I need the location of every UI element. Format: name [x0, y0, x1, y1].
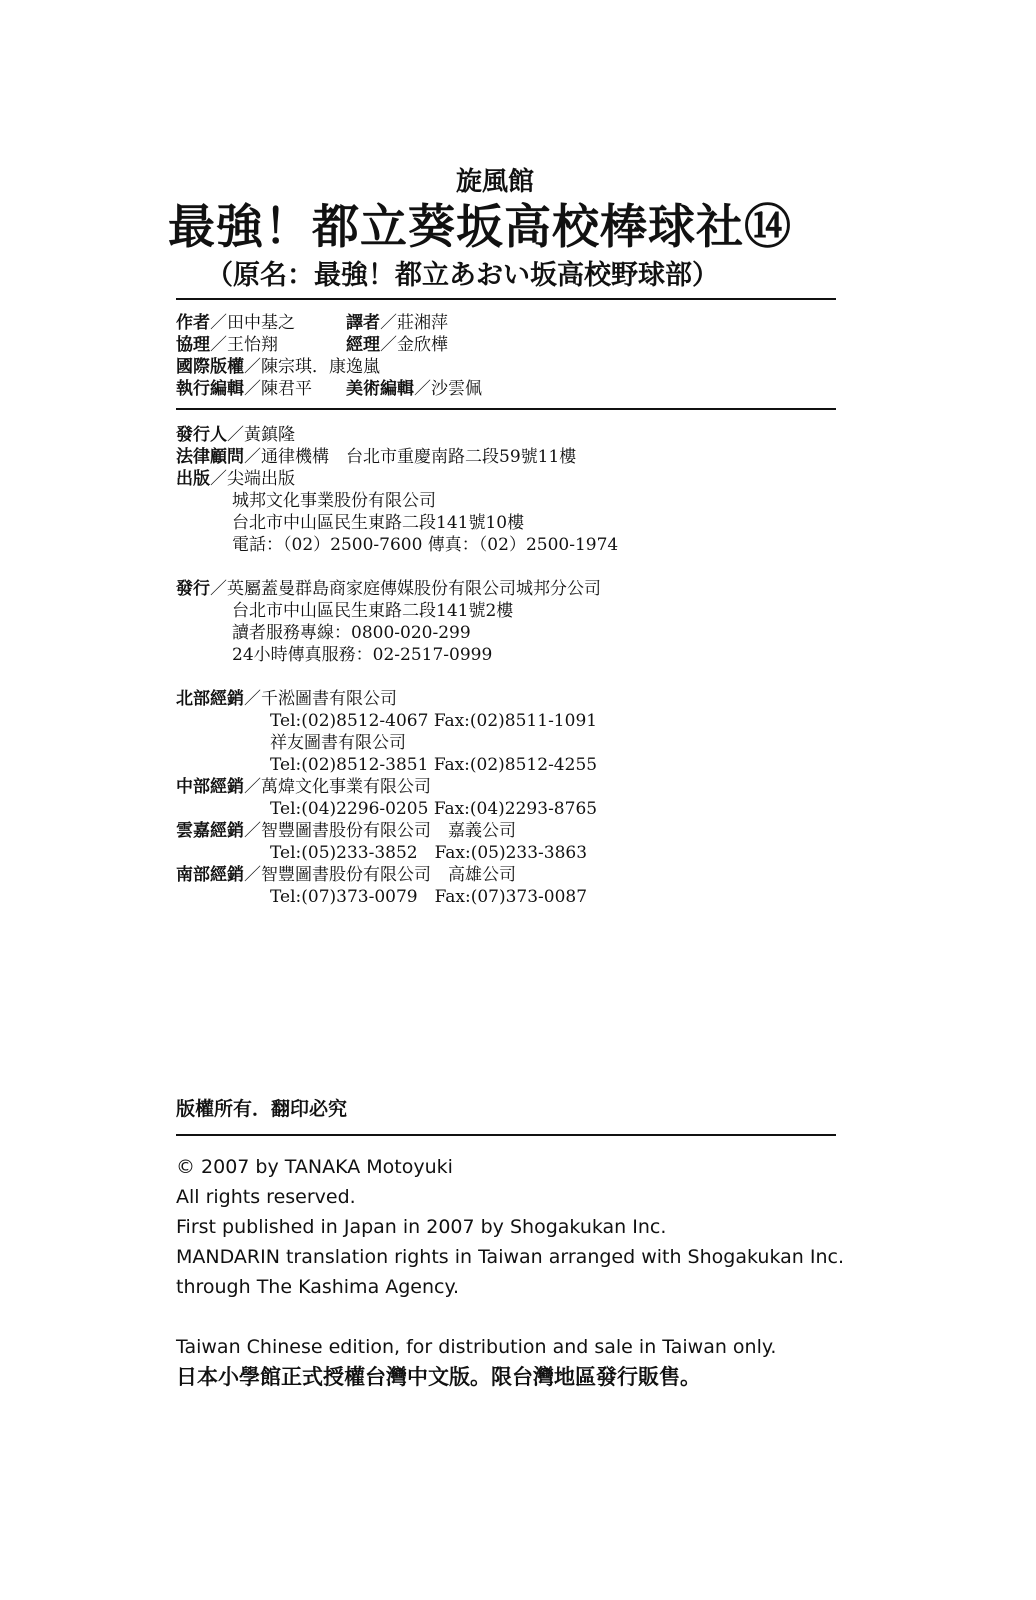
dealer-south-contact: Tel:(07)373-0079 Fax:(07)373-0087: [270, 887, 588, 907]
credit-manager: 經理／金欣樺: [346, 335, 448, 355]
credit-art-editor: 美術編輯／沙雲佩: [346, 379, 482, 399]
authorization-line: 日本小學館正式授權台灣中文版。限台灣地區發行販售。: [176, 1365, 701, 1389]
publisher-phone: 電話：（02）2500-7600 傳真：（02）2500-1974: [232, 535, 619, 555]
divider-rights: [176, 1134, 836, 1136]
publisher-line: 出版／尖端出版: [176, 469, 295, 489]
credit-translator: 譯者／莊湘萍: [346, 313, 448, 333]
edition-line: Taiwan Chinese edition, for distribution and sale in Taiwan only.: [176, 1336, 777, 1358]
agency-line: through The Kashima Agency.: [176, 1276, 460, 1298]
dealer-central: 中部經銷／萬煒文化事業有限公司: [176, 777, 431, 797]
credit-associate-manager: 協理／王怡翔: [176, 335, 278, 355]
divider-middle: [176, 408, 836, 410]
publisher-address: 台北市中山區民生東路二段141號10樓: [232, 513, 525, 533]
dealer-chiayi-contact: Tel:(05)233-3852 Fax:(05)233-3863: [270, 843, 588, 863]
distribution-address: 台北市中山區民生東路二段141號2樓: [232, 601, 514, 621]
all-rights-line: All rights reserved.: [176, 1186, 356, 1208]
credit-international-rights: 國際版權／陳宗琪．康逸嵐: [176, 357, 380, 377]
dealer-south: 南部經銷／智豐圖書股份有限公司 高雄公司: [176, 865, 516, 885]
dealer-central-contact: Tel:(04)2296-0205 Fax:(04)2293-8765: [270, 799, 598, 819]
credit-executive-editor: 執行編輯／陳君平: [176, 379, 312, 399]
copyright-line: © 2007 by TANAKA Motoyuki: [176, 1156, 453, 1178]
distribution-line: 發行／英屬蓋曼群島商家庭傳媒股份有限公司城邦分公司: [176, 579, 601, 599]
translation-rights-line: MANDARIN translation rights in Taiwan arranged with Shogakukan Inc.: [176, 1246, 844, 1268]
first-published-line: First published in Japan in 2007 by Shogakukan Inc.: [176, 1216, 667, 1238]
dealer-chiayi: 雲嘉經銷／智豐圖書股份有限公司 嘉義公司: [176, 821, 516, 841]
dealer-north-2: 祥友圖書有限公司: [270, 733, 406, 753]
dealer-north-2-contact: Tel:(02)8512-3851 Fax:(02)8512-4255: [270, 755, 598, 775]
dealer-north-1-contact: Tel:(02)8512-4067 Fax:(02)8511-1091: [270, 711, 598, 731]
book-title: 最強！都立葵坂高校棒球社⑭: [168, 200, 792, 255]
publisher-brand: 旋風館: [456, 167, 535, 197]
original-title: （原名：最強！都立あおい坂高校野球部）: [206, 260, 719, 291]
rights-heading: 版權所有．翻印必究: [176, 1098, 348, 1120]
reader-service-line: 讀者服務專線：0800-020-299: [232, 623, 471, 643]
publisher-company: 城邦文化事業股份有限公司: [232, 491, 436, 511]
legal-counsel-line: 法律顧問／通律機構 台北市重慶南路二段59號11樓: [176, 447, 577, 467]
fax-service-line: 24小時傳真服務：02-2517-0999: [232, 645, 493, 665]
divider-top: [176, 298, 836, 300]
credit-author: 作者／田中基之: [176, 313, 295, 333]
issuer-line: 發行人／黃鎮隆: [176, 425, 295, 445]
dealer-north: 北部經銷／千淞圖書有限公司: [176, 689, 397, 709]
